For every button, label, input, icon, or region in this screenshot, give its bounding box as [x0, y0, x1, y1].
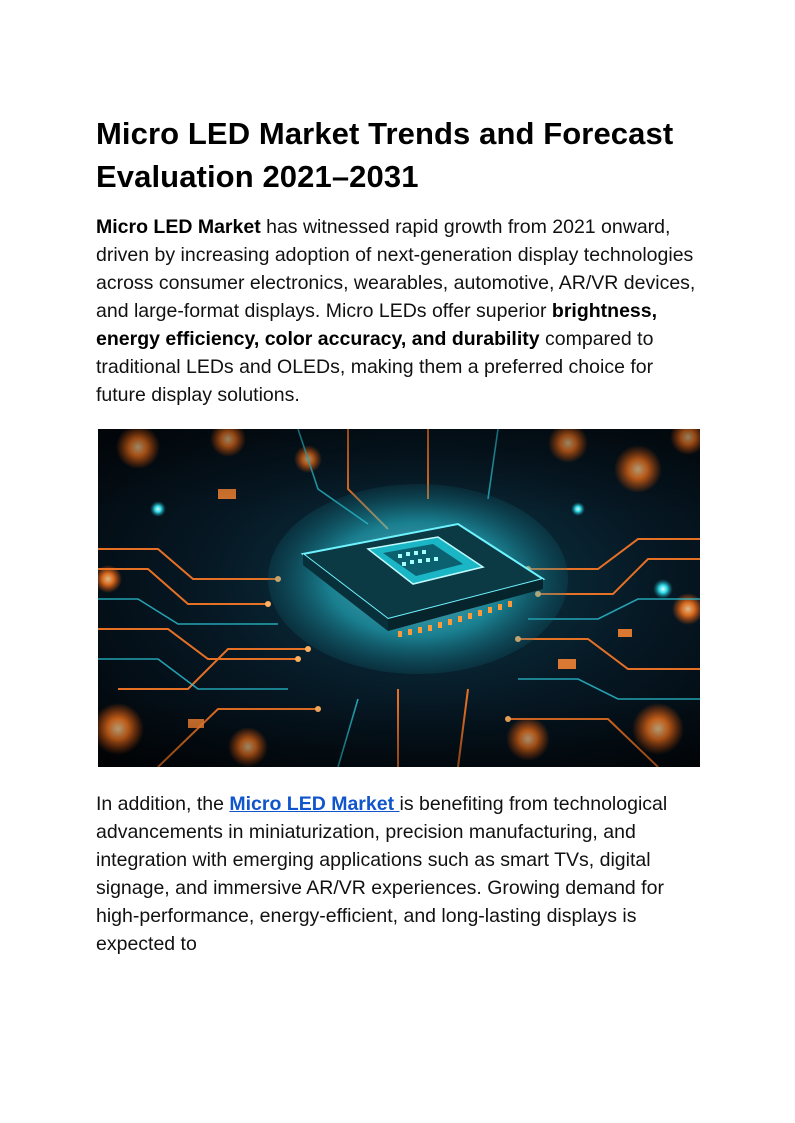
micro-led-market-link[interactable]: Micro LED Market	[229, 793, 400, 815]
second-suffix: is benefiting from technological advancements in miniaturization, precision manufacturing, and integration with emerging applications such as smart TVs, digital signage, and immersive AR/VR experiences. Growing demand for high-performance, energy-efficient, and long-lasting displays is expected to	[96, 793, 668, 955]
second-prefix: In addition, the	[96, 793, 230, 815]
document-page	[96, 112, 706, 958]
intro-lead-bold: Micro LED Market	[96, 216, 261, 238]
intro-paragraph	[96, 213, 706, 409]
circuit-board-image	[98, 429, 700, 767]
intro-text-2: compared to traditional LEDs and OLEDs, making them a preferred choice for future display solutions.	[96, 328, 654, 406]
second-paragraph	[96, 790, 706, 958]
intro-bold-features: brightness, energy efficiency, color accuracy, and durability	[96, 300, 658, 350]
intro-text-1: has witnessed rapid growth from 2021 onward, driven by increasing adoption of next-generation display technologies across consumer electronics, wearables, automotive, AR/VR devices, and large-format displays. Micro LEDs offer superior	[96, 216, 696, 322]
document-title: Micro LED Market Trends and Forecast Evaluation 2021–2031	[96, 116, 674, 194]
